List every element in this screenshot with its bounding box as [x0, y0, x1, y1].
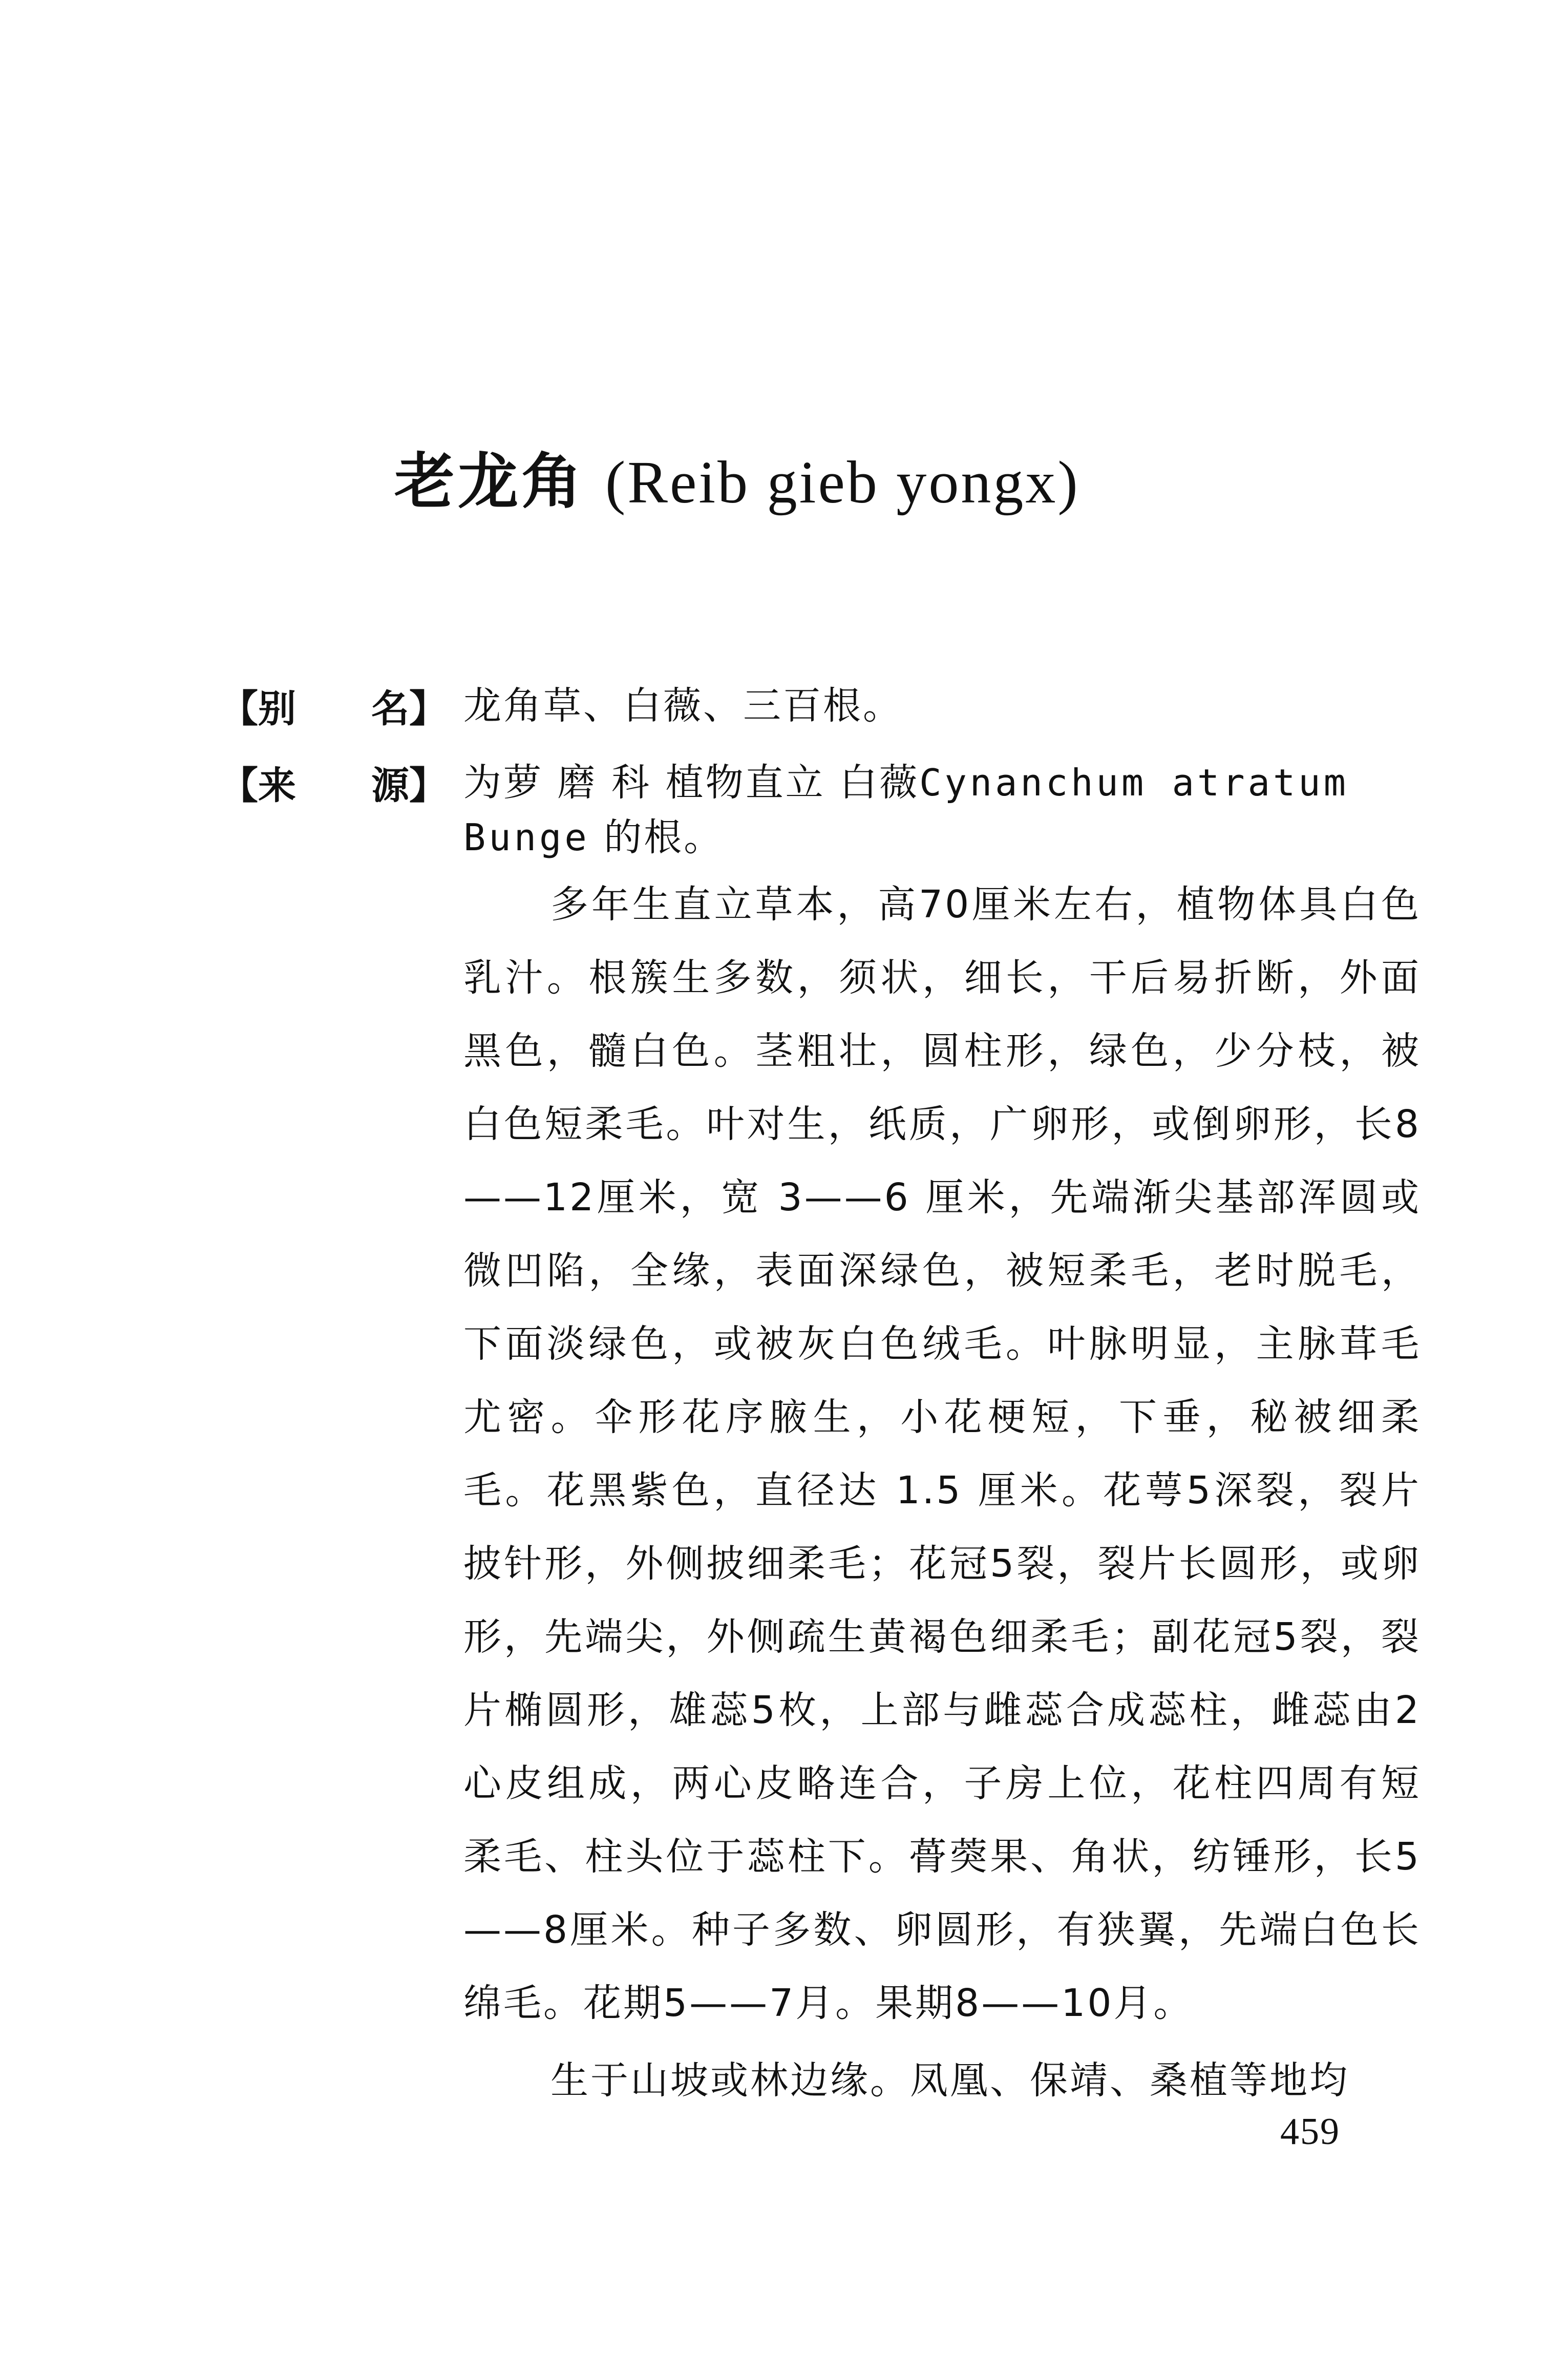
source-label-right: 源】: [371, 764, 447, 808]
title-romanized: (Reib gieb yongx): [605, 449, 1080, 516]
source-scientific-name: Cynanchum atratum Bunge: [463, 761, 1349, 859]
habitat-paragraph: 生于山坡或林边缘。凤凰、保靖、桑植等地均: [550, 2058, 1349, 2103]
alias-label-right: 名】: [371, 687, 447, 731]
source-label-left: 【来: [220, 764, 296, 808]
entry-body: [463, 868, 1421, 2117]
title-chinese: 老龙角: [394, 446, 585, 517]
alias-label-left: 【别: [220, 687, 296, 731]
source-label: [220, 755, 466, 812]
entry-title: [394, 446, 1080, 519]
alias-value: 龙角草、白薇、三百根。: [463, 684, 903, 728]
source-value: [463, 755, 1421, 866]
page-number: 459: [1280, 2111, 1340, 2153]
alias-label: [220, 679, 466, 735]
source-value-suffix: 的根。: [589, 815, 724, 860]
description-paragraph: 多年生直立草本，高70厘米左右，植物体具白色乳汁。根簇生多数，须状，细长，干后易折断，外面黑色，髓白色。茎粗壮，圆柱形，绿色，少分枝，被白色短柔毛。叶对生，纸质，广卵形，或倒卵形，长8——12厘米，宽 3——6 厘米，先端渐尖基部浑圆或微凹陷，全缘，表面深绿色，被短柔毛，老时脱毛，下面淡绿色，或被灰白色绒毛。叶脉明显，主脉茸毛尤密。伞形花序腋生，小花梗短，下垂，秘被细柔毛。花黑紫色，直径达 1.5 厘米。花萼5深裂，裂片披针形，外侧披细柔毛；花冠5裂，裂片长圆形，或卵形，先端尖，外侧疏生黄褐色细柔毛；副花冠5裂，裂片椭圆形，雄蕊5枚，上部与雌蕊合成蕊柱，雌蕊由2心皮组成，两心皮略连合，子房上位，花柱四周有短柔毛、柱头位于蕊柱下。蓇葖果、角状，纺锤形，长5——8厘米。种子多数、卵圆形，有狭翼，先端白色长绵毛。花期5——7月。果期8——10月。: [463, 882, 1421, 2025]
source-value-prefix: 为萝 磨 科 植物直立 白薇: [463, 761, 920, 805]
